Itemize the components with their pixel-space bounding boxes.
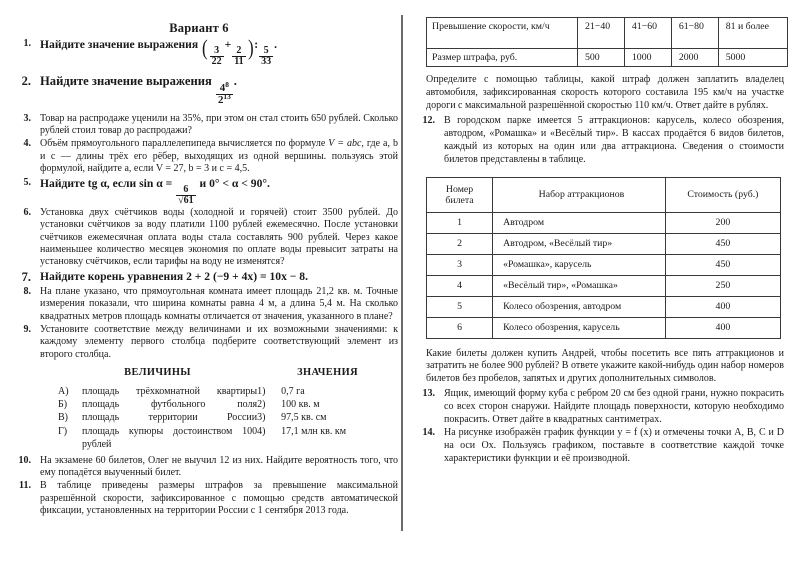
cell-attraction-set: Колесо обозрения, карусель — [493, 317, 666, 338]
task-number: 2. — [21, 74, 31, 89]
task-number: 11. — [19, 480, 31, 492]
task-text: Найдите значение выражения ( $\frac{3}{22}$ + $\frac{2}{11}$ ): $\frac{5}{33}$ . — [40, 34, 277, 68]
task-text: На рисунке изображён график функции y = f (x) и отмечены точки A, B, C и D на оси Ox. Пользуясь графиком, поставьте в соответствие каждой точке характеристики функции и её производной. — [444, 427, 784, 464]
cell-speed-1: 21−40 — [578, 18, 625, 49]
fraction-3-22 — [210, 46, 224, 67]
task-7 — [0, 270, 398, 285]
item-key: Г) — [58, 425, 68, 437]
task-number: 6. — [23, 206, 31, 218]
colon-sign: : — [254, 38, 259, 51]
task-number: 10. — [18, 454, 31, 466]
task-11-continuation: Определите с помощью таблицы, какой штраф должен заплатить владелец автомобиля, зафиксированная скорость которого составила 195 км/ч на участке дороги с максимальной разрешённой скоростью 110 км/ч. Ответ дайте в рублях. — [426, 74, 784, 111]
item-key: В) — [58, 412, 68, 424]
task-9 — [0, 324, 398, 361]
task-text: Установите соответствие между величинами и их возможными значениями: к каждому элементу первого столбца подберите соответствующий элемент из второго столбца. — [40, 323, 398, 360]
period: . — [233, 74, 237, 89]
task-number: 12. — [422, 115, 435, 127]
task-number: 14. — [422, 427, 435, 439]
task-5-condition: и 0° < α < 90°. — [199, 176, 270, 190]
task-text: На плане указано, что прямоугольная комната имеет площадь 21,2 кв. м. Точные измерения показали, что ширина комнаты равна 4 м, а длина 5,4 м. На сколько квадратных метров площадь комнаты отличается от значения, указанного в плане? — [40, 285, 398, 322]
table-row — [427, 275, 781, 296]
task-text — [40, 74, 398, 105]
page-title: Вариант 6 — [169, 21, 229, 35]
quantities-heading: ВЕЛИЧИНЫ — [124, 367, 191, 379]
match-value — [257, 398, 398, 411]
match-block — [58, 366, 398, 451]
task-number: 7. — [21, 269, 31, 284]
cell-speed-2: 41−60 — [624, 18, 671, 49]
task-13 — [404, 388, 800, 426]
task-text — [40, 138, 398, 175]
cell-ticket-number: 1 — [427, 212, 493, 233]
row-label: Размер штрафа, руб. — [427, 49, 578, 67]
task-1-prompt: Найдите значение выражения — [40, 38, 199, 51]
task-number: 9. — [23, 323, 31, 335]
cell-fine-2: 1000 — [624, 49, 671, 67]
task-12-continuation: Какие билеты должен купить Андрей, чтобы посетить все пять аттракционов и затратить не более 900 рублей? В ответе укажите какой-нибудь один набор номеров билетов без пробелов, запятых и других дополнительных символов. — [426, 347, 784, 385]
right-column — [404, 0, 800, 467]
task-12 — [404, 115, 800, 166]
column-divider — [401, 15, 403, 531]
cell-attraction-set: «Весёлый тир», «Ромашка» — [493, 275, 666, 296]
numerator: 6 — [183, 183, 189, 195]
task-text: В таблице приведены размеры штрафов за превышение максимальной разрешённой скорости, зафиксированное с помощью средств автоматической фиксации, установленных на территории России с 1 сентября 2013 года. — [40, 480, 398, 517]
cell-speed-3: 61−80 — [671, 18, 718, 49]
values-column — [257, 366, 398, 451]
ticket-price-table — [426, 177, 781, 339]
cell-attraction-set: «Ромашка», карусель — [493, 254, 666, 275]
exponent: 13 — [223, 91, 231, 101]
table-row — [427, 317, 781, 338]
cell-ticket-number: 6 — [427, 317, 493, 338]
task-3 — [0, 113, 398, 138]
denominator: √61 — [178, 194, 194, 206]
task-text: В городском парке имеется 5 аттракционов: карусель, колесо обозрения, автодром, «Ромашка» и «Весёлый тир». В кассах продаётся 6 видов билетов, каждый из которых на один или два аттракциона. Сведения о стоимости билетов представлены в таблице. — [444, 115, 784, 165]
exponent: 8 — [225, 79, 229, 89]
value-text: 100 кв. м — [281, 399, 320, 410]
table-row — [427, 49, 788, 67]
cell-fine-3: 2000 — [671, 49, 718, 67]
match-value — [257, 411, 398, 424]
row-label: Превышение скорости, км/ч — [427, 18, 578, 49]
fraction-5-33 — [259, 46, 273, 67]
denominator: 22 — [211, 56, 222, 68]
task-4-line1: Объём прямоугольного параллелепипеда вычисляется по формуле — [40, 138, 326, 150]
cell-speed-4: 81 и более — [718, 18, 787, 49]
value-text: 17,1 млн кв. км — [281, 425, 347, 437]
cell-cost: 450 — [665, 233, 780, 254]
task-text: Найдите корень уравнения 2 + 2 (−9 + 4x) = 10x − 8. — [40, 269, 308, 283]
table-row — [427, 254, 781, 275]
task-2 — [0, 74, 398, 105]
match-item — [58, 425, 257, 452]
fraction-6-sqrt61 — [176, 185, 196, 206]
match-item — [58, 398, 257, 411]
table-row — [427, 212, 781, 233]
task-4-line2: , где a, b и c — длины трёх его рёбер, выходящих из одной вершины. пользуясь этой формулой, найдите a, если V = 27, b = 3 и c = 4,5. — [40, 138, 398, 175]
task-text: На экзамене 60 билетов, Олег не выучил 12 из них. Найдите вероятность того, что ему попадётся выученный билет. — [40, 454, 398, 479]
formula-vabc: V = abc — [328, 138, 362, 150]
header-cost: Стоимость (руб.) — [665, 177, 780, 212]
match-item — [58, 411, 257, 424]
value-text: 0,7 га — [281, 385, 305, 397]
item-key: Б) — [58, 399, 68, 410]
task-10 — [0, 455, 398, 480]
task-number: 3. — [23, 112, 31, 124]
task-6 — [0, 207, 398, 269]
task-number: 1. — [23, 38, 31, 49]
table-row — [427, 233, 781, 254]
left-column — [0, 0, 398, 519]
task-5-prompt: Найдите tg α, если sin α = — [40, 176, 173, 190]
cell-attraction-set: Автодром, «Весёлый тир» — [493, 233, 666, 254]
numerator: 2 — [236, 45, 242, 57]
cell-ticket-number: 4 — [427, 275, 493, 296]
value-key: 4) — [257, 425, 266, 437]
quantities-column — [58, 366, 257, 451]
match-value — [257, 385, 398, 398]
denominator: 33 — [261, 56, 272, 68]
task-8 — [0, 286, 398, 323]
cell-attraction-set: Колесо обозрения, автодром — [493, 296, 666, 317]
task-number: 4. — [23, 138, 31, 150]
task-11 — [0, 480, 398, 517]
task-1 — [0, 34, 398, 68]
task-text — [40, 177, 398, 206]
task-number: 13. — [422, 387, 435, 399]
value-text: 97,5 кв. см — [281, 412, 327, 424]
cell-fine-1: 500 — [578, 49, 625, 67]
task-text: Товар на распродаже уценили на 35%, при этом он стал стоить 650 рублей. Сколько рублей стоил товар до распродажи? — [40, 112, 398, 136]
cell-cost: 400 — [665, 317, 780, 338]
item-text: площадь футбольного поля — [82, 399, 258, 410]
item-key: А) — [58, 385, 69, 397]
plus-sign: + — [224, 38, 232, 51]
item-text: площадь трёхкомнатной квартиры — [82, 385, 258, 397]
table-row — [427, 296, 781, 317]
fraction-2-11 — [232, 46, 245, 67]
numerator: 5 — [263, 45, 269, 57]
task-text: Ящик, имеющий форму куба с ребром 20 см без одной грани, нужно покрасить со всех сторон снаружи. Найдите площадь поверхности, которую необходимо покрасить. Ответ дайте в квадратных сантиметрах. — [444, 387, 784, 425]
header-ticket-number: Номер билета — [427, 177, 493, 212]
cell-ticket-number: 3 — [427, 254, 493, 275]
numerator: 3 — [214, 45, 220, 57]
task-14 — [404, 427, 800, 465]
match-value — [257, 425, 398, 438]
cell-cost: 400 — [665, 296, 780, 317]
value-key: 1) — [257, 385, 266, 397]
values-heading: ЗНАЧЕНИЯ — [297, 367, 359, 379]
task-text: Установка двух счётчиков воды (холодной и горячей) стоит 3500 рублей. До установки счётчиков за воду платили 1100 рублей ежемесячно. После установки счётчиков ежемесячная оплата воды стала составлять 900 рублей. Через какое наименьшее количество месяцев экономия по оплате воды превысит затраты на установку счётчиков, если тарифы на воду не изменятся? — [40, 206, 398, 268]
cell-ticket-number: 2 — [427, 233, 493, 254]
header-attraction-set: Набор аттракционов — [493, 177, 666, 212]
denominator — [216, 91, 233, 106]
item-text: площадь территории России — [82, 412, 258, 424]
cell-ticket-number: 5 — [427, 296, 493, 317]
period: . — [274, 38, 277, 51]
value-key: 2) — [257, 399, 266, 410]
fraction-4pow8-2pow13 — [216, 79, 233, 106]
task-2-prompt: Найдите значение выражения — [40, 74, 212, 89]
denominator: 11 — [234, 56, 244, 68]
task-5 — [0, 177, 398, 206]
cell-cost: 250 — [665, 275, 780, 296]
match-item — [58, 385, 257, 398]
table-header-row — [427, 177, 781, 212]
cell-cost: 200 — [665, 212, 780, 233]
base: 2 — [217, 93, 224, 106]
cell-attraction-set: Автодром — [493, 212, 666, 233]
cell-fine-4: 5000 — [718, 49, 787, 67]
item-text: площадь купюры достоинством 100 рублей — [82, 425, 258, 451]
table-row — [427, 18, 788, 49]
cell-cost: 450 — [665, 254, 780, 275]
base: 4 — [219, 81, 226, 94]
task-number: 8. — [23, 285, 31, 297]
task-number: 5. — [23, 176, 31, 188]
speed-fine-table — [426, 17, 788, 67]
task-4 — [0, 138, 398, 175]
value-key: 3) — [257, 412, 266, 424]
